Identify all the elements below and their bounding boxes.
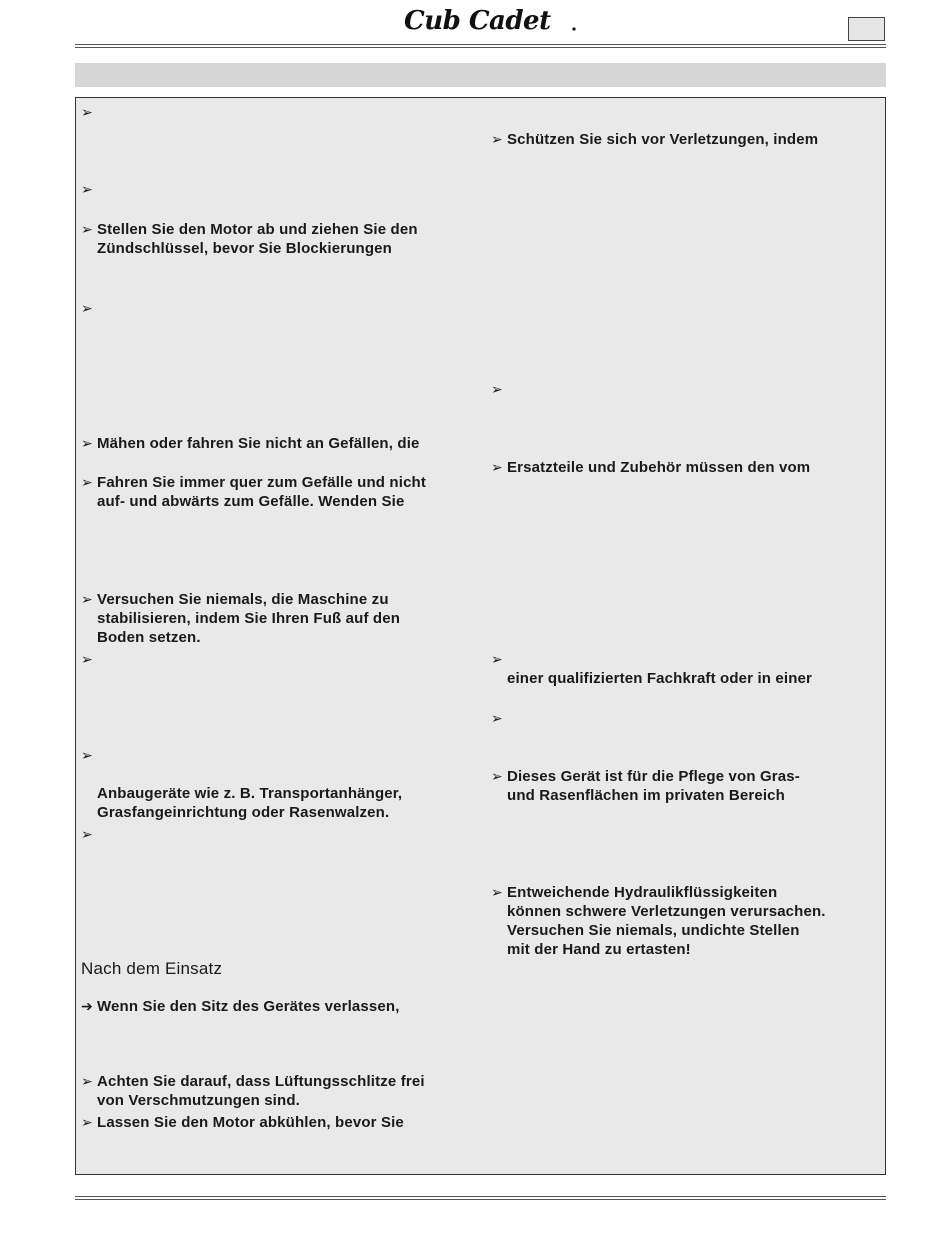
list-item bbox=[81, 473, 471, 511]
footer-rule-top bbox=[75, 1196, 886, 1197]
list-item-text: Achten Sie darauf, dass Lüftungsschlitze frei von Verschmutzungen sind. bbox=[97, 1073, 425, 1109]
list-item-text: Wenn Sie den Sitz des Gerätes verlassen, bbox=[97, 998, 400, 1015]
section-title-bar bbox=[75, 63, 886, 87]
list-item-text: Mähen oder fahren Sie nicht an Gefällen, die bbox=[97, 435, 420, 452]
bullet-arrow-icon: ➢ bbox=[81, 300, 93, 316]
list-item bbox=[491, 130, 876, 149]
list-item-text: Versuchen Sie niemals, die Maschine zu stabilisieren, indem Sie Ihren Fuß auf den Boden setzen. bbox=[97, 591, 401, 646]
bullet-arrow-icon: ➢ bbox=[491, 459, 503, 475]
list-item bbox=[491, 767, 876, 805]
bullet-arrow-icon: ➢ bbox=[81, 181, 93, 197]
bullet-arrow-icon: ➢ bbox=[81, 826, 93, 842]
svg-text:Cub Cadet: Cub Cadet bbox=[404, 6, 551, 34]
bullet-arrow-icon: ➢ bbox=[491, 884, 503, 900]
bullet-arrow-icon: ➔ bbox=[81, 998, 93, 1014]
list-item bbox=[491, 458, 876, 477]
bullet-arrow-icon: ➢ bbox=[491, 381, 503, 397]
list-item bbox=[81, 1113, 471, 1132]
cub-cadet-logo bbox=[400, 4, 580, 34]
page-number-box bbox=[848, 17, 885, 41]
bullet-arrow-icon: ➢ bbox=[81, 104, 93, 120]
list-item bbox=[81, 220, 471, 258]
bullet-arrow-icon: ➢ bbox=[81, 1114, 93, 1130]
list-item-text: Entweichende Hydraulikflüssigkeiten können schwere Verletzungen verursachen. Versuchen Sie niemals, undichte Stellen mit der Hand zu ertasten! bbox=[507, 884, 826, 958]
list-item bbox=[491, 883, 876, 959]
list-item bbox=[81, 434, 471, 453]
bullet-arrow-icon: ➢ bbox=[81, 1073, 93, 1089]
header-rule-bottom bbox=[75, 47, 886, 48]
header-rule-top bbox=[75, 44, 886, 45]
list-item bbox=[81, 746, 471, 822]
bullet-arrow-icon: ➢ bbox=[81, 651, 93, 667]
bullet-arrow-icon: ➢ bbox=[491, 710, 503, 726]
footer-rule-bottom bbox=[75, 1199, 886, 1200]
bullet-arrow-icon: ➢ bbox=[81, 747, 93, 763]
bullet-arrow-icon: ➢ bbox=[81, 591, 93, 607]
list-item-text: Anbaugeräte wie z. B. Transportanhänger, Grasfangeinrichtung oder Rasenwalzen. bbox=[97, 785, 403, 821]
list-item-text: Dieses Gerät ist für die Pflege von Gras- und Rasenflächen im privaten Bereich bbox=[507, 768, 800, 804]
list-item bbox=[81, 1072, 471, 1110]
list-item bbox=[81, 997, 471, 1016]
list-item-text: Ersatzteile und Zubehör müssen den vom bbox=[507, 459, 811, 476]
bullet-arrow-icon: ➢ bbox=[491, 768, 503, 784]
list-item-text: Schützen Sie sich vor Verletzungen, indem bbox=[507, 131, 819, 148]
list-item-text: Lassen Sie den Motor abkühlen, bevor Sie bbox=[97, 1114, 404, 1131]
list-item-text: Fahren Sie immer quer zum Gefälle und nicht auf- und abwärts zum Gefälle. Wenden Sie bbox=[97, 474, 427, 510]
bullet-arrow-icon: ➢ bbox=[491, 131, 503, 147]
bullet-arrow-icon: ➢ bbox=[491, 651, 503, 667]
section-heading: Nach dem Einsatz bbox=[81, 959, 223, 978]
list-item-text: Stellen Sie den Motor ab und ziehen Sie den Zündschlüssel, bevor Sie Blockierungen bbox=[97, 221, 418, 257]
bullet-arrow-icon: ➢ bbox=[81, 435, 93, 451]
bullet-arrow-icon: ➢ bbox=[81, 474, 93, 490]
list-item-text: einer qualifizierten Fachkraft oder in einer bbox=[507, 670, 813, 687]
list-item bbox=[491, 650, 876, 688]
bullet-arrow-icon: ➢ bbox=[81, 221, 93, 237]
list-item bbox=[81, 590, 471, 647]
